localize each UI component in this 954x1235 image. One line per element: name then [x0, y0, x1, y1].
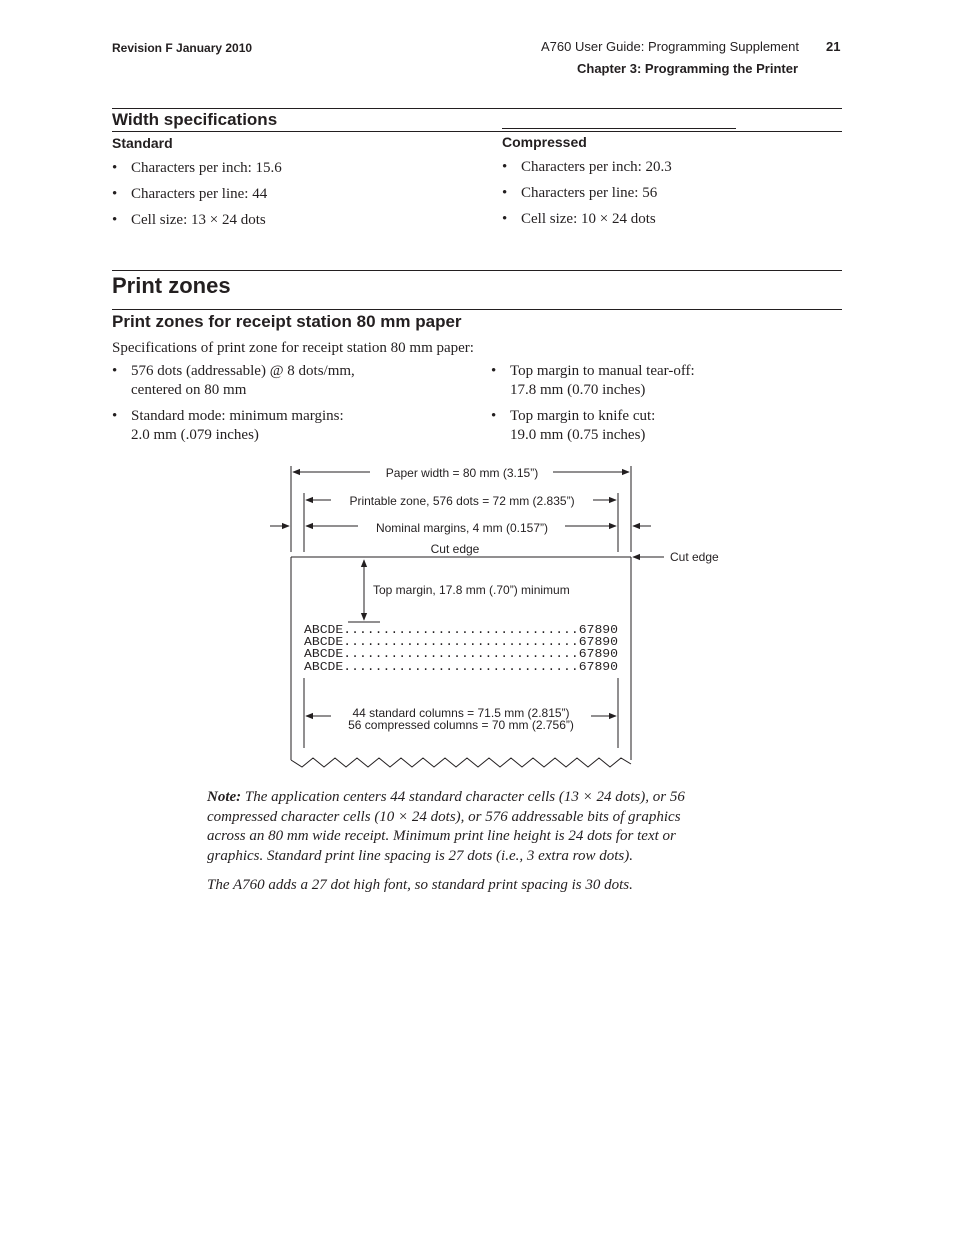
note-text: The application centers 44 standard character cells (13 × 24 dots), or 56 compressed character cells (10 × 24 dots), or 576 addressable bits of graphics across an 80 mm wide receipt. Minimum print line height is 24 dots for text or graphics. Standard print line spacing is 27 dots (i.e., 3 extra row dots). — [207, 789, 685, 864]
print-zones-intro: Specifications of print zone for receipt station 80 mm paper: — [112, 340, 474, 356]
revision-label: Revision F January 2010 — [112, 41, 253, 55]
list-item-text: Characters per inch: 15.6 — [131, 160, 282, 176]
top-margin-label: Top margin, 17.8 mm (.70”) minimum — [373, 583, 570, 597]
list-item: • Standard mode: minimum margins: 2.0 mm (.079 inches) — [112, 408, 344, 443]
list-item: • 576 dots (addressable) @ 8 dots/mm, centered on 80 mm — [112, 363, 355, 398]
list-item: • Characters per inch: 15.6 — [112, 160, 282, 176]
list-item-text: Standard mode: minimum margins: — [131, 408, 344, 424]
cut-edge-right-label: Cut edge — [670, 550, 719, 564]
paper-width-label: Paper width = 80 mm (3.15”) — [385, 466, 539, 480]
page-number: 21 — [826, 39, 841, 54]
standard-heading: Standard — [112, 135, 173, 151]
list-item-text: Top margin to manual tear-off: — [510, 363, 695, 379]
list-item: • Characters per line: 44 — [112, 186, 268, 202]
printable-zone-label: Printable zone, 576 dots = 72 mm (2.835”) — [349, 494, 575, 508]
list-item-text: Cell size: 10 × 24 dots — [521, 211, 656, 227]
cut-edge-top-label: Cut edge — [430, 542, 480, 556]
compressed-heading: Compressed — [502, 134, 587, 150]
sample-line-2: ABCDE..............................67890 — [304, 635, 618, 649]
list-item: • Top margin to manual tear-off: 17.8 mm (0.70 inches) — [491, 363, 695, 398]
torn-paper-edge — [291, 758, 631, 767]
list-item-text: Characters per inch: 20.3 — [521, 159, 672, 175]
list-item-text: 576 dots (addressable) @ 8 dots/mm, — [131, 363, 355, 379]
chapter-title: Chapter 3: Programming the Printer — [577, 61, 799, 76]
sample-line-1: ABCDE..............................67890 — [304, 623, 618, 637]
list-item-text: Characters per line: 56 — [521, 185, 658, 201]
list-item-text: 2.0 mm (.079 inches) — [131, 427, 259, 443]
list-item-text: Cell size: 13 × 24 dots — [131, 212, 266, 228]
list-item: • Cell size: 13 × 24 dots — [112, 212, 266, 228]
list-item-text: 19.0 mm (0.75 inches) — [510, 427, 646, 443]
compressed-columns-label: 56 compressed columns = 70 mm (2.756”) — [348, 718, 574, 732]
list-item: • Characters per line: 56 — [502, 185, 658, 201]
note-paragraph-2: The A760 adds a 27 dot high font, so standard print spacing is 30 dots. — [207, 877, 633, 893]
list-item: • Cell size: 10 × 24 dots — [502, 211, 656, 227]
print-zones-subheading: Print zones for receipt station 80 mm paper — [112, 312, 462, 331]
nominal-margins-label: Nominal margins, 4 mm (0.157”) — [375, 521, 549, 535]
sample-line-4: ABCDE..............................67890 — [304, 660, 618, 674]
sample-line-3: ABCDE..............................67890 — [304, 647, 618, 661]
note-label: Note: — [207, 789, 242, 805]
list-item-text: Top margin to knife cut: — [510, 408, 656, 424]
list-item-text: Characters per line: 44 — [131, 186, 268, 202]
note-block — [207, 788, 697, 906]
list-item-text: centered on 80 mm — [131, 382, 247, 398]
standard-columns-label: 44 standard columns = 71.5 mm (2.815”) — [352, 706, 570, 720]
list-item-text: 17.8 mm (0.70 inches) — [510, 382, 646, 398]
guide-title: A760 User Guide: Programming Supplement — [541, 39, 799, 54]
print-zones-heading: Print zones — [112, 273, 231, 298]
width-specs-heading: Width specifications — [112, 110, 278, 129]
list-item: • Characters per inch: 20.3 — [502, 159, 672, 175]
note-paragraph — [207, 788, 697, 866]
list-item: • Top margin to knife cut: 19.0 mm (0.75 inches) — [491, 408, 656, 443]
